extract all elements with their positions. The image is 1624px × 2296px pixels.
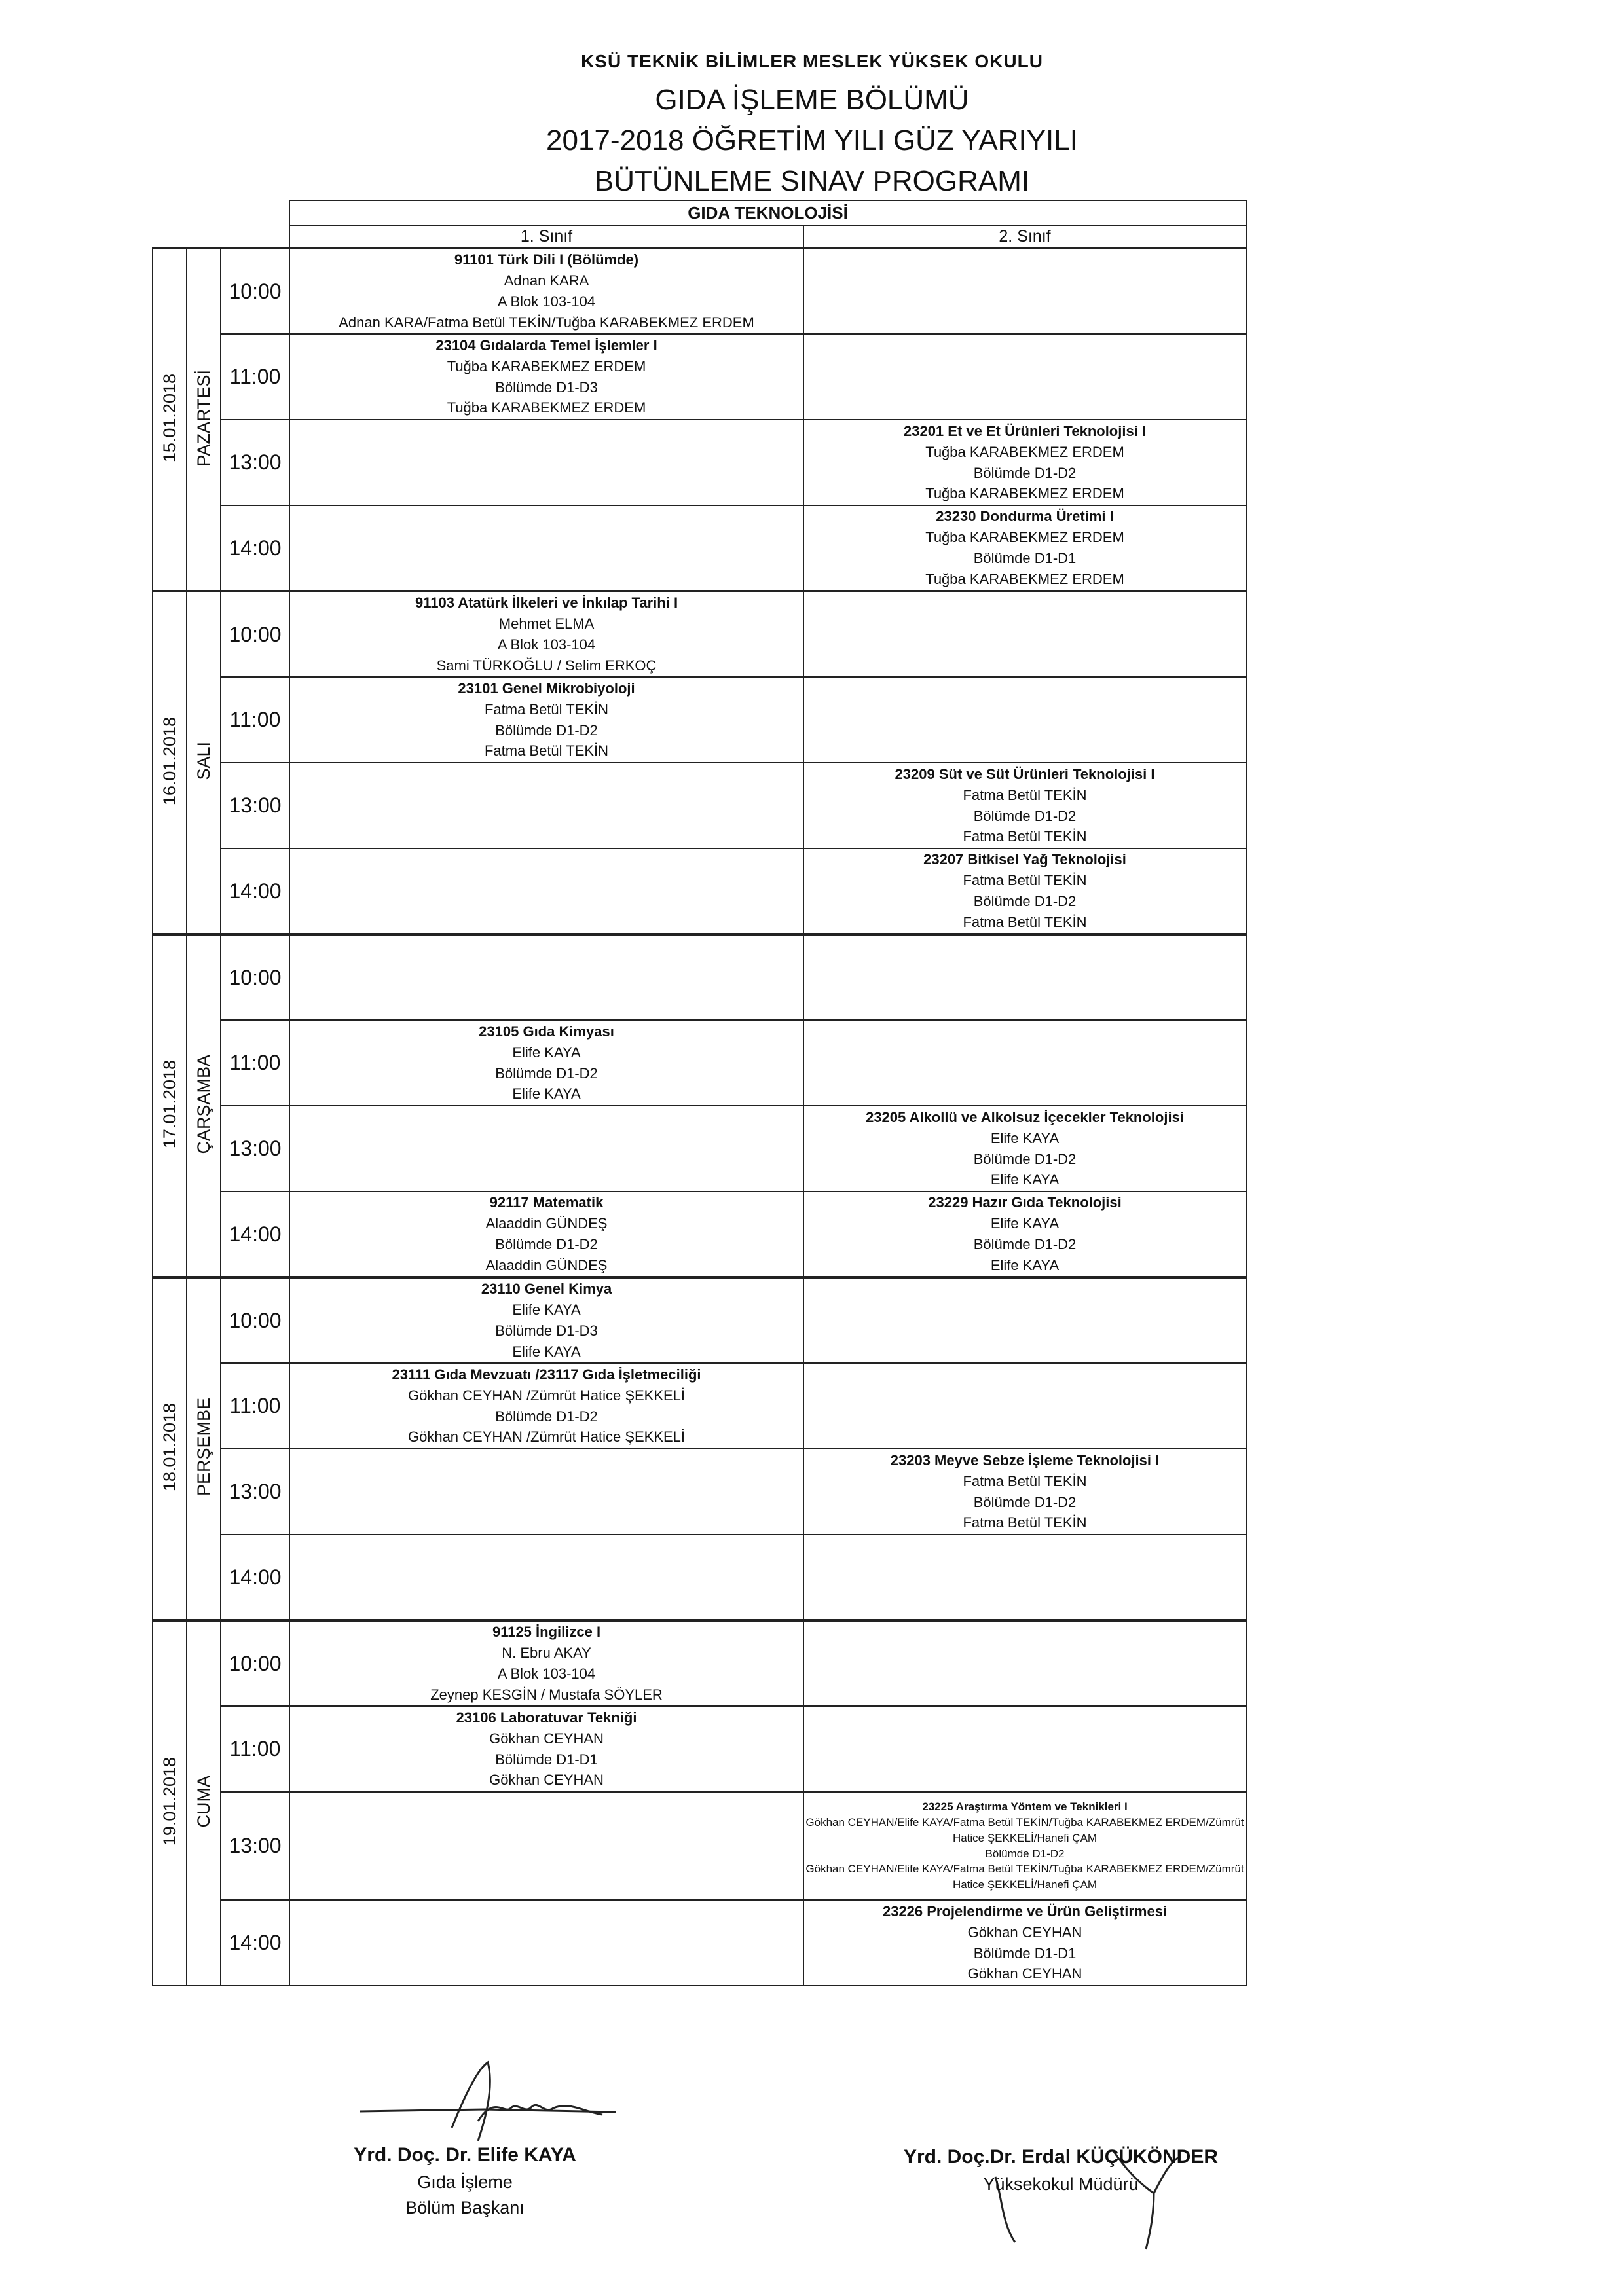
exam-proctor: Elife KAYA <box>512 1343 581 1360</box>
time-cell: 11:00 <box>221 1020 289 1106</box>
class-1-exam-cell <box>289 1277 803 1363</box>
class-2-exam-cell <box>803 334 1246 420</box>
time-cell: 11:00 <box>221 677 289 763</box>
exam-code: 92117 Matematik <box>489 1194 604 1211</box>
class-1-exam-cell <box>289 420 803 505</box>
schedule-row <box>153 591 1246 677</box>
exam-room: A Blok 103-104 <box>497 293 596 310</box>
schedule-row <box>153 1449 1246 1535</box>
time-cell: 13:00 <box>221 1449 289 1535</box>
class-1-exam-cell <box>289 1363 803 1449</box>
class-1-header: 1. Sınıf <box>289 225 803 248</box>
schedule-row <box>153 934 1246 1020</box>
weekday-cell <box>187 591 221 934</box>
time-cell: 10:00 <box>221 934 289 1020</box>
exam-code: 23229 Hazır Gıda Teknolojisi <box>928 1194 1122 1211</box>
exam-code: 23106 Laboratuvar Tekniği <box>456 1709 637 1726</box>
class-2-exam-cell <box>803 1792 1246 1900</box>
exam-room: Bölümde D1-D2 <box>495 1236 598 1252</box>
exam-code: 23203 Meyve Sebze İşleme Teknolojisi I <box>890 1451 1160 1468</box>
date-cell <box>153 248 187 591</box>
time-cell: 13:00 <box>221 420 289 505</box>
exam-schedule-table <box>152 200 1247 1986</box>
class-1-exam-cell <box>289 1449 803 1535</box>
date-label: 18.01.2018 <box>159 1402 179 1492</box>
class-2-exam-cell <box>803 848 1246 934</box>
schedule-row <box>153 505 1246 591</box>
class-1-exam-cell <box>289 1900 803 1986</box>
exam-room: Bölümde D1-D1 <box>495 1751 598 1768</box>
class-2-exam-cell <box>803 248 1246 334</box>
date-cell <box>153 1277 187 1620</box>
time-cell: 14:00 <box>221 1900 289 1986</box>
schedule-row <box>153 1792 1246 1900</box>
exam-proctor: Fatma Betül TEKİN <box>484 742 609 759</box>
exam-proctor: Fatma Betül TEKİN <box>963 913 1087 930</box>
exam-room: A Blok 103-104 <box>497 636 596 653</box>
class-1-exam-cell <box>289 934 803 1020</box>
exam-teacher: Fatma Betül TEKİN <box>484 701 609 718</box>
exam-teacher: Gökhan CEYHAN /Zümrüt Hatice ŞEKKELİ <box>407 1387 686 1404</box>
class-1-exam-cell <box>289 505 803 591</box>
exam-teacher: Gökhan CEYHAN <box>489 1730 604 1747</box>
exam-room: Bölümde D1-D2 <box>973 1236 1077 1252</box>
schedule-row <box>153 677 1246 763</box>
time-cell: 10:00 <box>221 591 289 677</box>
exam-code: 23226 Projelendirme ve Ürün Geliştirmesi <box>882 1903 1168 1920</box>
time-cell: 14:00 <box>221 505 289 591</box>
exam-proctor: Gökhan CEYHAN <box>489 1772 604 1789</box>
institution-title: KSÜ TEKNİK BİLİMLER MESLEK YÜKSEK OKULU <box>581 51 1043 71</box>
exam-code: 91103 Atatürk İlkeleri ve İnkılap Tarihi I <box>415 594 678 611</box>
class-2-exam-cell <box>803 505 1246 591</box>
exam-code: 23205 Alkollü ve Alkolsuz İçecekler Teknolojisi <box>866 1108 1184 1125</box>
exam-proctor: Elife KAYA <box>990 1171 1060 1188</box>
time-cell: 13:00 <box>221 1792 289 1900</box>
time-cell: 11:00 <box>221 334 289 420</box>
exam-room: Bölümde D1-D2 <box>495 1065 598 1082</box>
weekday-label: PERŞEMBE <box>193 1398 213 1497</box>
class-1-exam-cell <box>289 677 803 763</box>
exam-room: Bölümde D1-D2 <box>973 893 1077 909</box>
class-2-header: 2. Sınıf <box>803 225 1246 248</box>
exam-room: Bölümde D1-D2 <box>495 721 598 738</box>
left-signature-block <box>347 2141 583 2221</box>
schedule-row <box>153 1106 1246 1192</box>
program-header: GIDA TEKNOLOJİSİ <box>289 200 1246 225</box>
weekday-label: SALI <box>193 742 213 780</box>
exam-code: 91101 Türk Dili I (Bölümde) <box>454 251 639 268</box>
exam-room: Bölümde D1-D2 <box>985 1847 1065 1860</box>
exam-program-title: BÜTÜNLEME SINAV PROGRAMI <box>594 165 1030 197</box>
class-1-exam-cell <box>289 1792 803 1900</box>
class-2-exam-cell <box>803 1020 1246 1106</box>
date-cell <box>153 1620 187 1986</box>
schedule-row <box>153 1277 1246 1363</box>
exam-room: Bölümde D1-D1 <box>973 550 1077 566</box>
schedule-row <box>153 1192 1246 1277</box>
left-signature-mark <box>354 2049 629 2147</box>
weekday-cell <box>187 934 221 1277</box>
schedule-row <box>153 420 1246 505</box>
class-1-exam-cell <box>289 1106 803 1192</box>
class-2-exam-cell <box>803 677 1246 763</box>
class-1-exam-cell <box>289 1535 803 1620</box>
time-cell: 11:00 <box>221 1706 289 1792</box>
exam-proctor: Gökhan CEYHAN <box>967 1965 1082 1982</box>
date-label: 17.01.2018 <box>159 1059 179 1149</box>
exam-room: Bölümde D1-D2 <box>973 1493 1077 1510</box>
class-1-exam-cell <box>289 1192 803 1277</box>
class-2-exam-cell <box>803 591 1246 677</box>
class-2-exam-cell <box>803 1277 1246 1363</box>
time-cell: 14:00 <box>221 1535 289 1620</box>
left-signatory-line2: Bölüm Başkanı <box>405 2197 525 2217</box>
right-signatory-line1: Yüksekokul Müdürü <box>983 2174 1139 2194</box>
date-label: 16.01.2018 <box>159 716 179 806</box>
schedule-row <box>153 1363 1246 1449</box>
weekday-cell <box>187 1277 221 1620</box>
right-signature-block <box>877 2143 1244 2197</box>
schedule-row <box>153 248 1246 334</box>
exam-code: 23101 Genel Mikrobiyoloji <box>458 680 635 697</box>
class-2-exam-cell <box>803 763 1246 848</box>
class-2-exam-cell <box>803 1192 1246 1277</box>
exam-teacher: Adnan KARA <box>504 272 589 289</box>
date-label: 19.01.2018 <box>159 1757 179 1846</box>
exam-teacher: N. Ebru AKAY <box>502 1645 591 1662</box>
left-signatory-line1: Gıda İşleme <box>417 2172 513 2192</box>
exam-room: Bölümde D1-D3 <box>495 378 598 395</box>
schedule-row <box>153 848 1246 934</box>
class-1-exam-cell <box>289 248 803 334</box>
exam-proctor: Alaaddin GÜNDEŞ <box>485 1256 608 1273</box>
weekday-cell <box>187 1620 221 1986</box>
exam-teacher: Elife KAYA <box>512 1044 581 1061</box>
exam-teacher: Tuğba KARABEKMEZ ERDEM <box>925 529 1124 546</box>
time-cell: 11:00 <box>221 1363 289 1449</box>
time-cell: 10:00 <box>221 1277 289 1363</box>
class-2-exam-cell <box>803 1900 1246 1986</box>
exam-room: Bölümde D1-D2 <box>973 464 1077 481</box>
exam-proctor: Fatma Betül TEKİN <box>963 1514 1087 1531</box>
class-2-exam-cell <box>803 934 1246 1020</box>
exam-proctor: Gökhan CEYHAN/Elife KAYA/Fatma Betül TEKİN/Tuğba KARABEKMEZ ERDEM/Zümrüt Hatice ŞEKKELİ/Hanefi ÇAM <box>805 1863 1244 1891</box>
class-1-exam-cell <box>289 591 803 677</box>
exam-teacher: Elife KAYA <box>512 1302 581 1319</box>
time-cell: 14:00 <box>221 1192 289 1277</box>
exam-room: Bölümde D1-D2 <box>973 807 1077 824</box>
schedule-row <box>153 763 1246 848</box>
exam-teacher: Fatma Betül TEKİN <box>963 872 1087 889</box>
exam-code: 23105 Gıda Kimyası <box>479 1023 614 1040</box>
schedule-row <box>153 334 1246 420</box>
exam-proctor: Tuğba KARABEKMEZ ERDEM <box>447 399 646 416</box>
date-cell <box>153 934 187 1277</box>
exam-code: 23230 Dondurma Üretimi I <box>936 508 1114 525</box>
exam-proctor: Tuğba KARABEKMEZ ERDEM <box>925 485 1124 502</box>
date-label: 15.01.2018 <box>159 373 179 463</box>
exam-room: Bölümde D1-D2 <box>973 1150 1077 1167</box>
exam-teacher: Elife KAYA <box>990 1215 1060 1232</box>
exam-teacher: Gökhan CEYHAN/Elife KAYA/Fatma Betül TEKİN/Tuğba KARABEKMEZ ERDEM/Zümrüt Hatice ŞEKKELİ/Hanefi ÇAM <box>805 1815 1244 1844</box>
exam-teacher: Fatma Betül TEKİN <box>963 786 1087 803</box>
exam-code: 23207 Bitkisel Yağ Teknolojisi <box>923 851 1126 868</box>
class-2-exam-cell <box>803 1706 1246 1792</box>
exam-proctor: Gökhan CEYHAN /Zümrüt Hatice ŞEKKELİ <box>407 1429 686 1446</box>
exam-room: A Blok 103-104 <box>497 1666 596 1682</box>
class-2-exam-cell <box>803 1620 1246 1706</box>
table-corner <box>153 200 289 248</box>
time-cell: 10:00 <box>221 248 289 334</box>
exam-proctor: Elife KAYA <box>512 1085 581 1102</box>
weekday-cell <box>187 248 221 591</box>
exam-room: Bölümde D1-D3 <box>495 1322 598 1339</box>
class-1-exam-cell <box>289 1620 803 1706</box>
class-1-exam-cell <box>289 1020 803 1106</box>
weekday-label: PAZARTESİ <box>193 369 213 467</box>
weekday-label: CUMA <box>193 1776 213 1828</box>
exam-teacher: Tuğba KARABEKMEZ ERDEM <box>925 443 1124 460</box>
exam-code: 91125 İngilizce I <box>492 1624 601 1641</box>
exam-proctor: Elife KAYA <box>990 1256 1060 1273</box>
time-cell: 13:00 <box>221 1106 289 1192</box>
exam-proctor: Tuğba KARABEKMEZ ERDEM <box>925 570 1124 587</box>
class-1-exam-cell <box>289 334 803 420</box>
class-1-exam-cell <box>289 763 803 848</box>
exam-teacher: Fatma Betül TEKİN <box>963 1472 1087 1489</box>
exam-code: 23201 Et ve Et Ürünleri Teknolojisi I <box>903 422 1147 439</box>
exam-code: 23110 Genel Kimya <box>481 1281 612 1298</box>
class-1-exam-cell <box>289 848 803 934</box>
exam-code: 23111 Gıda Mevzuatı /23117 Gıda İşletmeciliği <box>392 1366 701 1383</box>
exam-teacher: Mehmet ELMA <box>498 615 595 632</box>
class-2-exam-cell <box>803 1363 1246 1449</box>
term-title: 2017-2018 ÖĞRETİM YILI GÜZ YARIYILI <box>546 124 1078 156</box>
exam-teacher: Elife KAYA <box>990 1129 1060 1146</box>
weekday-label: ÇARŞAMBA <box>193 1054 213 1154</box>
exam-code: 23209 Süt ve Süt Ürünleri Teknolojisi I <box>895 765 1155 782</box>
time-cell: 13:00 <box>221 763 289 848</box>
schedule-row <box>153 1706 1246 1792</box>
time-cell: 14:00 <box>221 848 289 934</box>
class-2-exam-cell <box>803 1106 1246 1192</box>
exam-code: 23104 Gıdalarda Temel İşlemler I <box>435 337 657 354</box>
class-2-exam-cell <box>803 1535 1246 1620</box>
right-signatory-name: Yrd. Doç.Dr. Erdal KÜÇÜKÖNDER <box>903 2146 1219 2168</box>
exam-proctor: Adnan KARA/Fatma Betül TEKİN/Tuğba KARABEKMEZ ERDEM <box>339 314 754 331</box>
exam-teacher: Gökhan CEYHAN <box>967 1923 1082 1941</box>
schedule-row <box>153 1620 1246 1706</box>
department-title: GIDA İŞLEME BÖLÜMÜ <box>655 84 969 116</box>
schedule-row <box>153 1535 1246 1620</box>
exam-proctor: Fatma Betül TEKİN <box>963 828 1087 845</box>
exam-proctor: Sami TÜRKOĞLU / Selim ERKOÇ <box>436 657 657 674</box>
schedule-row <box>153 1900 1246 1986</box>
date-cell <box>153 591 187 934</box>
class-1-exam-cell <box>289 1706 803 1792</box>
schedule-row <box>153 1020 1246 1106</box>
left-signatory-name: Yrd. Doç. Dr. Elife KAYA <box>354 2144 576 2166</box>
exam-room: Bölümde D1-D2 <box>495 1408 598 1425</box>
class-2-exam-cell <box>803 420 1246 505</box>
exam-code: 23225 Araştırma Yöntem ve Teknikleri I <box>922 1800 1128 1813</box>
exam-room: Bölümde D1-D1 <box>973 1944 1077 1961</box>
class-2-exam-cell <box>803 1449 1246 1535</box>
exam-teacher: Tuğba KARABEKMEZ ERDEM <box>447 357 646 374</box>
time-cell: 10:00 <box>221 1620 289 1706</box>
exam-teacher: Alaaddin GÜNDEŞ <box>485 1215 608 1232</box>
exam-proctor: Zeynep KESGİN / Mustafa SÖYLER <box>430 1686 663 1703</box>
